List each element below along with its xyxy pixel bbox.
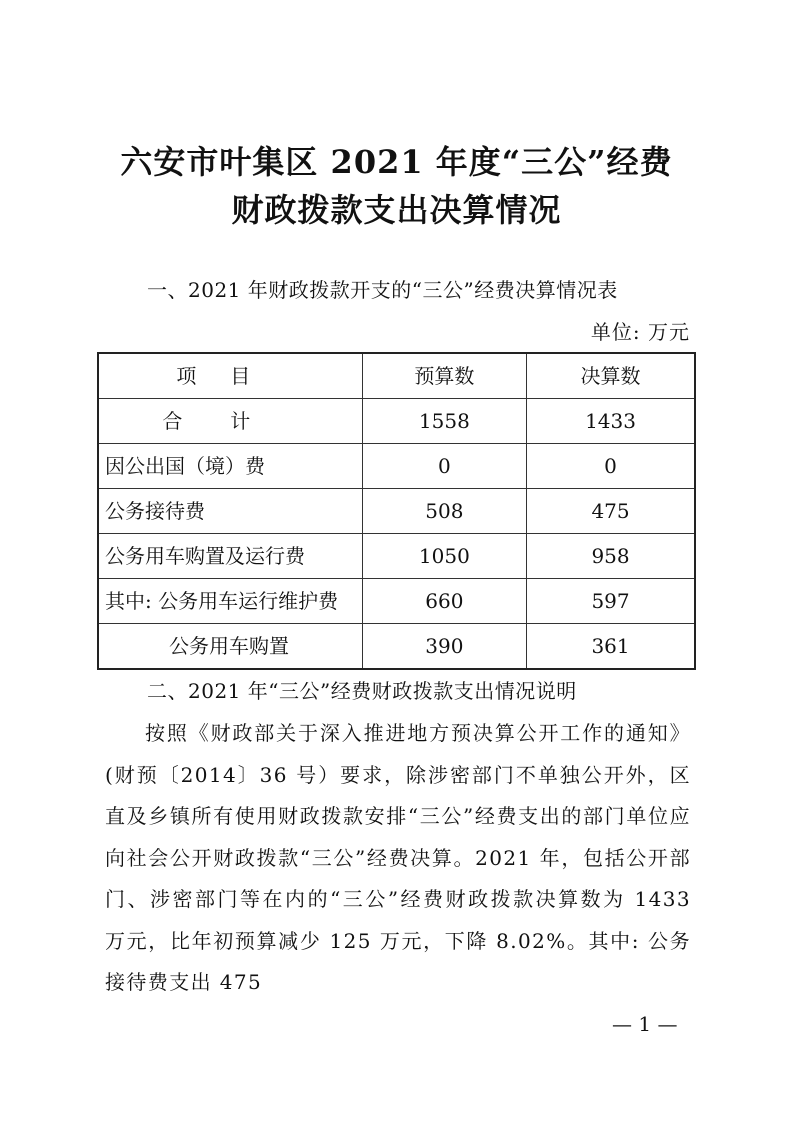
section2-heading: 二、2021 年“三公”经费财政拨款支出情况说明 <box>147 679 577 703</box>
row-item: 其中: 公务用车运行维护费 <box>98 579 362 624</box>
page-number: — 1 — <box>612 1012 678 1036</box>
row-final: 958 <box>527 534 695 579</box>
row-budget: 1558 <box>362 399 526 444</box>
header-final: 决算数 <box>527 353 695 399</box>
row-budget: 508 <box>362 489 526 534</box>
row-item: 公务接待费 <box>98 489 362 534</box>
table-row-total <box>98 399 695 444</box>
section1-heading: 一、2021 年财政拨款开支的“三公”经费决算情况表 <box>147 278 618 302</box>
three-public-expenses-table <box>97 352 696 670</box>
table-row <box>98 444 695 489</box>
row-item: 合计 <box>98 399 362 444</box>
document-title-line1: 六安市叶集区 2021 年度“三公”经费 <box>120 143 673 181</box>
table-header-row <box>98 353 695 399</box>
header-item: 项目 <box>98 353 362 399</box>
table-row <box>98 534 695 579</box>
unit-label: 单位: 万元 <box>590 320 690 344</box>
row-budget: 660 <box>362 579 526 624</box>
table-row <box>98 579 695 624</box>
row-item: 公务用车购置及运行费 <box>98 534 362 579</box>
row-budget: 0 <box>362 444 526 489</box>
row-budget: 1050 <box>362 534 526 579</box>
document-title-line2: 财政拨款支出决算情况 <box>231 191 562 229</box>
row-final: 1433 <box>527 399 695 444</box>
row-final: 361 <box>527 624 695 670</box>
row-item: 因公出国（境）费 <box>98 444 362 489</box>
row-final: 597 <box>527 579 695 624</box>
row-final: 475 <box>527 489 695 534</box>
row-final: 0 <box>527 444 695 489</box>
header-budget: 预算数 <box>362 353 526 399</box>
row-budget: 390 <box>362 624 526 670</box>
row-item: 公务用车购置 <box>98 624 362 670</box>
table-row <box>98 624 695 670</box>
table-row <box>98 489 695 534</box>
explanation-paragraph: 按照《财政部关于深入推进地方预决算公开工作的通知》(财预〔2014〕36 号）要求，除涉密部门不单独公开外，区直及乡镇所有使用财政拨款安排“三公”经费支出的部门单位应向社会公开财政拨款“三公”经费决算。2021 年，包括公开部门、涉密部门等在内的“三公”经费财政拨款决算数为 1433 万元，比年初预算减少 125 万元，下降 8.02%。其中: 公务接待费支出 475 <box>105 721 691 994</box>
